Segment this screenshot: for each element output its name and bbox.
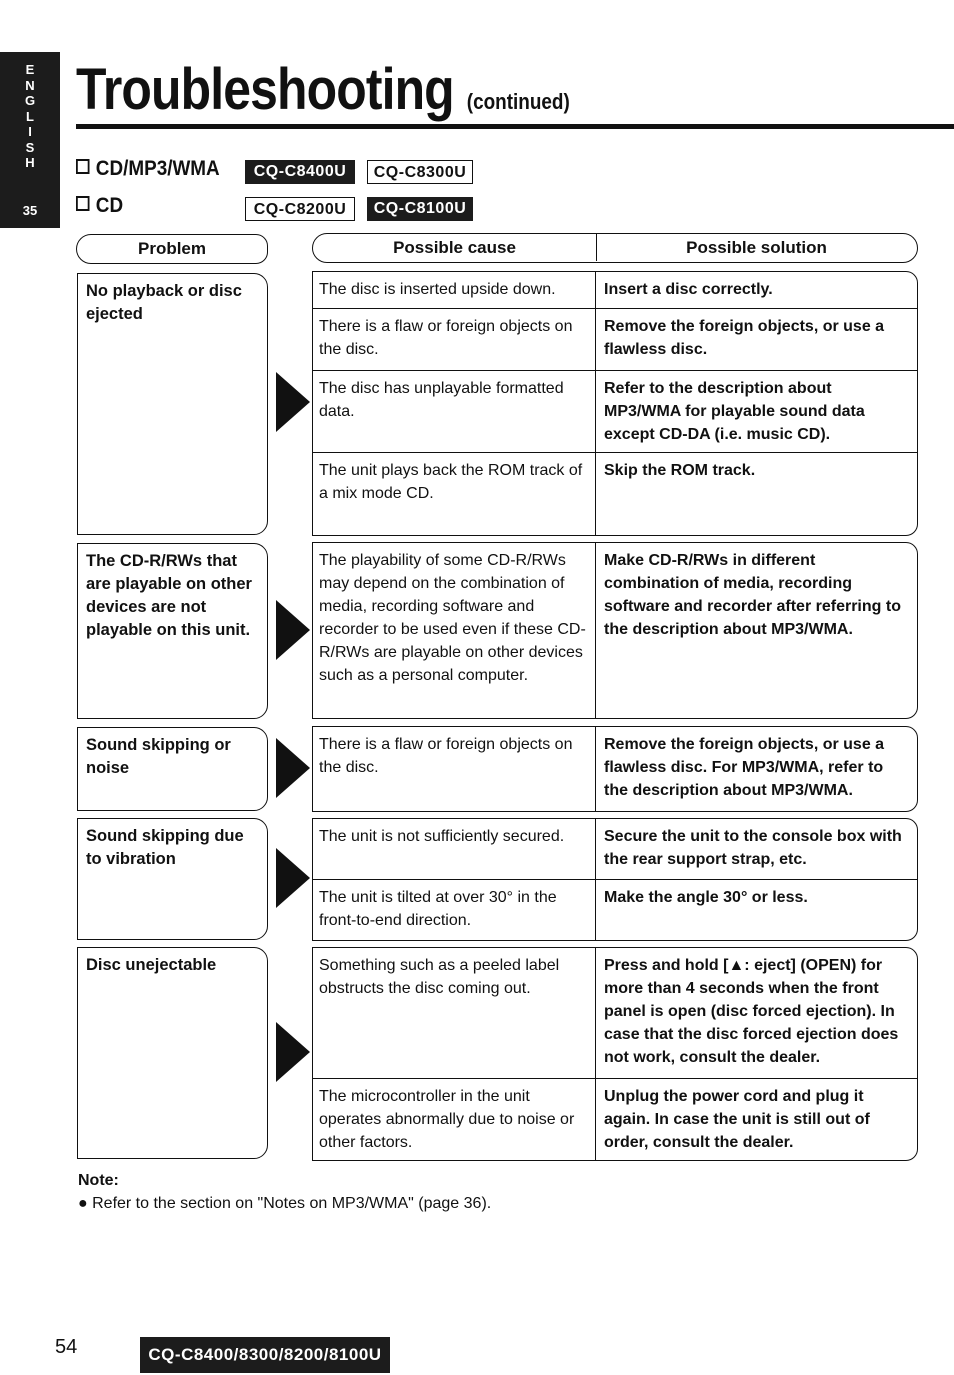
solution-cell: Refer to the description about MP3/WMA for playable sound data except CD-DA (i.e. music CD). <box>604 380 865 443</box>
cause-solution-box <box>312 726 918 812</box>
cause-solution-box <box>312 542 918 719</box>
problem-box: Disc unejectable <box>77 947 268 1159</box>
solution-cell: Remove the foreign objects, or use a flawless disc. For MP3/WMA, refer to the description about MP3/WMA. <box>604 736 885 799</box>
language-label: E N G L I S H <box>24 62 36 170</box>
header-cause: Possible cause <box>313 234 597 261</box>
cause-cell: The unit is tilted at over 30° in the front-to-end direction. <box>313 880 596 941</box>
solution-cell: Press and hold [▲: eject] (OPEN) for more than 4 seconds when the front panel is open (disc forced ejection). In case that the disc forced ejection does not work, consult the dealer. <box>604 957 899 1066</box>
table-row <box>313 272 917 308</box>
checkbox-icon <box>76 196 90 211</box>
table-row <box>313 879 917 941</box>
problem-box: No playback or disc ejected <box>77 273 268 535</box>
page-number: 54 <box>55 1336 78 1358</box>
title-rule <box>76 124 954 129</box>
cause-solution-box <box>312 947 918 1161</box>
cause-cell: The unit is not sufficiently secured. <box>313 819 596 879</box>
model-row-cd-mp3-wma <box>76 157 220 181</box>
solution-cell: Make the angle 30° or less. <box>604 889 808 906</box>
model-row-label: CD <box>95 194 124 217</box>
model-badge-c8200u: CQ-C8200U <box>245 197 355 221</box>
header-solution: Possible solution <box>686 238 827 257</box>
solution-cell: Insert a disc correctly. <box>604 281 773 298</box>
model-badge-c8400u: CQ-C8400U <box>245 160 355 184</box>
note-text: ● Refer to the section on "Notes on MP3/WMA" (page 36). <box>78 1195 492 1212</box>
table-row <box>313 819 917 879</box>
solution-cell: Make CD-R/RWs in different combination of media, recording software and recorder after referring to the description about MP3/WMA. <box>604 552 901 638</box>
header-problem: Problem <box>76 234 268 264</box>
model-row-label: CD/MP3/WMA <box>95 157 220 180</box>
model-badge-c8300u: CQ-C8300U <box>367 160 473 184</box>
arrow-right-icon <box>276 372 310 432</box>
problem-box: Sound skipping or noise <box>77 727 268 811</box>
cause-solution-box <box>312 818 918 941</box>
table-row <box>313 948 917 1078</box>
cause-cell: The playability of some CD-R/RWs may depend on the combination of media, recording software and recorder to be used even if these CD-R/RWs are playable on other devices such as a personal computer. <box>313 543 596 719</box>
footer-model-badge: CQ-C8400/8300/8200/8100U <box>140 1337 390 1373</box>
cause-solution-box <box>312 271 918 536</box>
problem-box: The CD-R/RWs that are playable on other devices are not playable on this unit. <box>77 543 268 719</box>
table-row <box>313 370 917 453</box>
arrow-right-icon <box>276 1022 310 1082</box>
solution-cell: Remove the foreign objects, or use a flawless disc. <box>604 318 885 358</box>
section-number: 35 <box>22 203 38 218</box>
cause-cell: There is a flaw or foreign objects on the disc. <box>313 727 596 812</box>
table-row <box>313 308 917 371</box>
cause-cell: The disc has unplayable formatted data. <box>313 371 596 453</box>
table-row <box>313 727 917 812</box>
arrow-right-icon <box>276 848 310 908</box>
page-title <box>76 56 570 123</box>
arrow-right-icon <box>276 738 310 798</box>
solution-cell: Unplug the power cord and plug it again. In case the unit is still out of order, consult the dealer. <box>604 1088 870 1151</box>
table-row <box>313 543 917 719</box>
table-row <box>313 1078 917 1161</box>
checkbox-icon <box>76 159 90 174</box>
header-cause-solution <box>312 233 918 263</box>
model-badge-c8100u: CQ-C8100U <box>367 197 473 221</box>
model-row-cd <box>76 194 123 218</box>
problem-box: Sound skipping due to vibration <box>77 818 268 940</box>
page-title-main: Troubleshooting <box>76 57 454 122</box>
page-title-suffix: (continued) <box>466 89 570 114</box>
cause-cell: The disc is inserted upside down. <box>313 272 596 308</box>
solution-cell: Skip the ROM track. <box>604 462 756 479</box>
note-heading: Note: <box>78 1172 119 1189</box>
cause-cell: There is a flaw or foreign objects on the disc. <box>313 309 596 371</box>
table-row <box>313 452 917 536</box>
cause-cell: The unit plays back the ROM track of a mix mode CD. <box>313 453 596 536</box>
cause-cell: Something such as a peeled label obstructs the disc coming out. <box>313 948 596 1078</box>
solution-cell: Secure the unit to the console box with the rear support strap, etc. <box>604 828 902 868</box>
arrow-right-icon <box>276 600 310 660</box>
cause-cell: The microcontroller in the unit operates abnormally due to noise or other factors. <box>313 1079 596 1161</box>
